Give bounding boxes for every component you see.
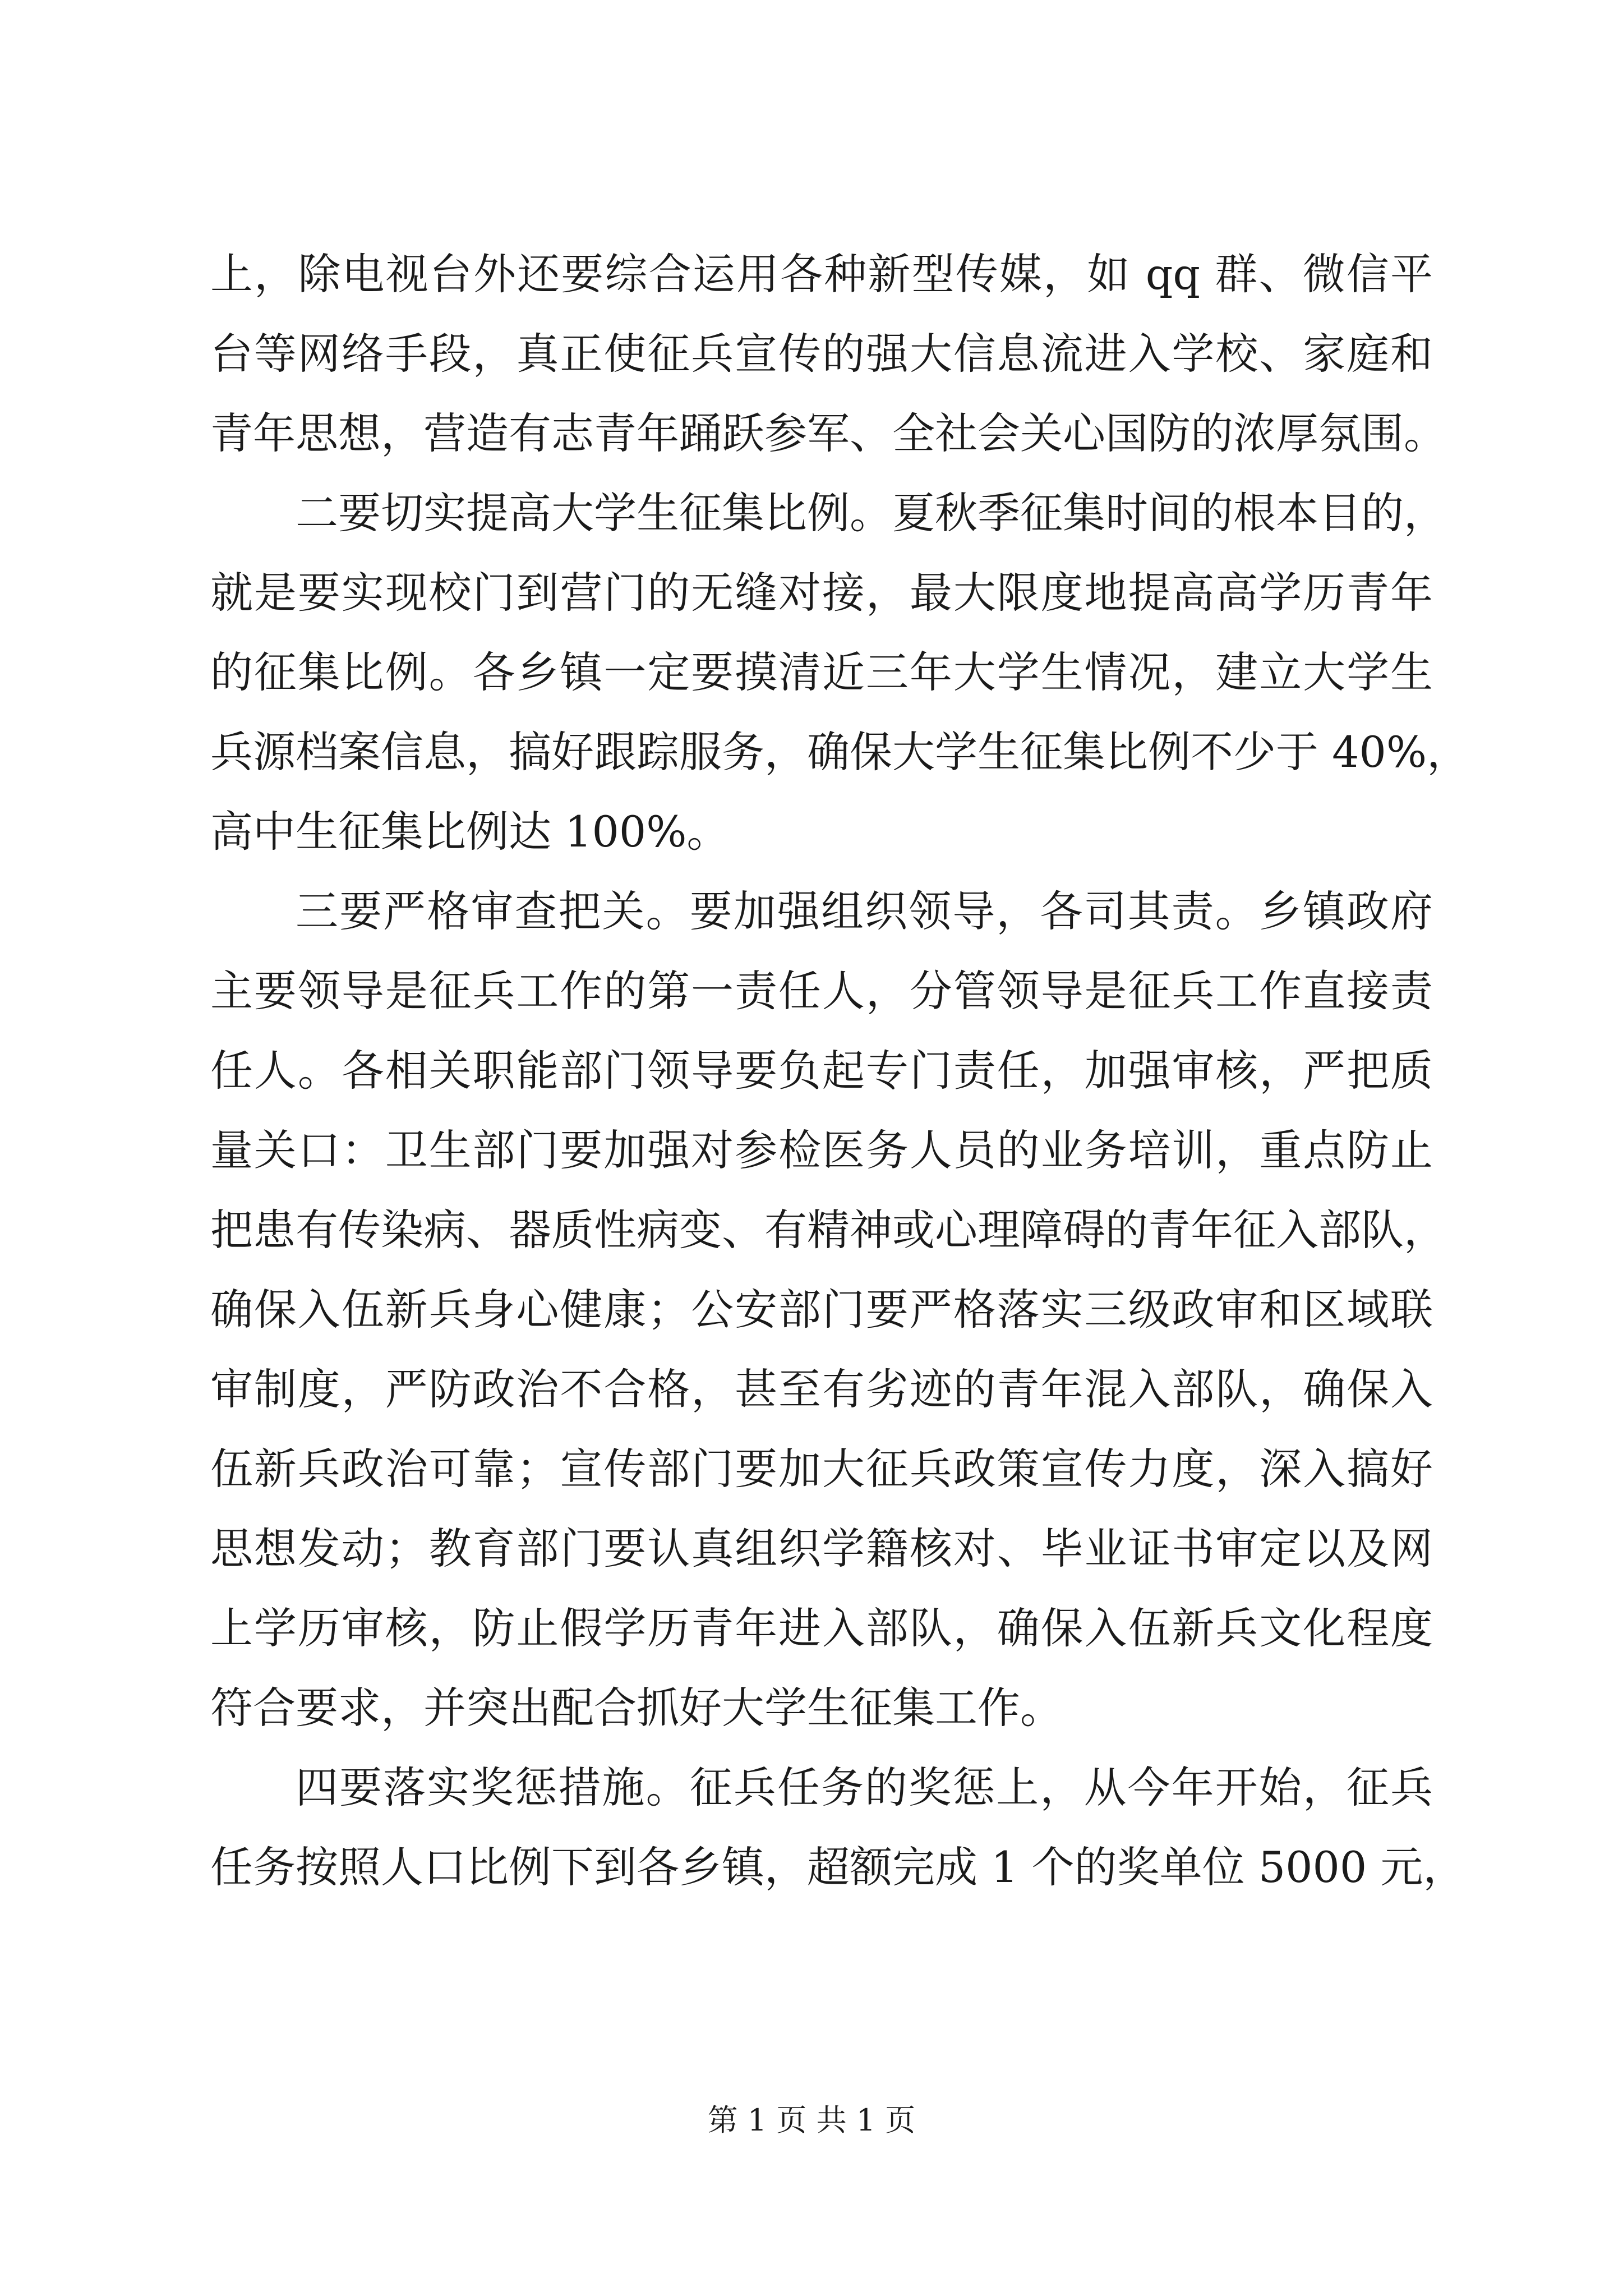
text-line: 四要落实奖惩措施。征兵任务的奖惩上，从今年开始，征兵 [296,1763,1433,1812]
text-line: 伍新兵政治可靠；宣传部门要加大征兵政策宣传力度，深入搞好 [210,1444,1433,1494]
text-line: 上学历审核，防止假学历青年进入部队，确保入伍新兵文化程度 [210,1603,1433,1653]
paragraph [210,473,1470,872]
text-line: 量关口：卫生部门要加强对参检医务人员的业务培训，重点防止 [210,1125,1433,1175]
text-line: 三要严格审查把关。要加强组织领导，各司其责。乡镇政府 [296,886,1433,936]
paragraph [210,234,1446,473]
text-line: 把患有传染病、器质性病变、有精神或心理障碍的青年征入部队， [210,1205,1446,1255]
text-line: 高中生征集比例达 100%。 [210,807,730,857]
text-line: 上，除电视台外还要综合运用各种新型传媒，如 qq 群、微信平 [210,249,1433,299]
text-line: 兵源档案信息，搞好跟踪服务，确保大学生征集比例不少于 40%， [210,727,1470,777]
text-line: 主要领导是征兵工作的第一责任人，分管领导是征兵工作直接责 [210,966,1433,1016]
text-line: 任务按照人口比例下到各乡镇，超额完成 1 个的奖单位 5000 元， [210,1842,1466,1892]
text-line: 任人。各相关职能部门领导要负起专门责任，加强审核，严把质 [210,1046,1433,1096]
text-line: 思想发动；教育部门要认真组织学籍核对、毕业证书审定以及网 [210,1524,1433,1573]
text-line: 就是要实现校门到营门的无缝对接，最大限度地提高高学历青年 [210,568,1433,618]
text-line: 青年思想，营造有志青年踊跃参军、全社会关心国防的浓厚氛围。 [210,408,1446,458]
text-line: 二要切实提高大学生征集比例。夏秋季征集时间的根本目的， [296,488,1446,538]
text-line: 确保入伍新兵身心健康；公安部门要严格落实三级政审和区域联 [210,1285,1433,1335]
document-body [210,234,1470,1907]
paragraph [210,1748,1466,1907]
text-line: 审制度，严防政治不合格，甚至有劣迹的青年混入部队，确保入 [210,1364,1433,1414]
text-line: 台等网络手段，真正使征兵宣传的强大信息流进入学校、家庭和 [210,329,1433,379]
paragraph [210,872,1446,1748]
text-line: 的征集比例。各乡镇一定要摸清近三年大学生情况，建立大学生 [210,647,1433,697]
page-footer [0,2101,1623,2140]
page-number-label: 第 1 页 共 1 页 [707,2102,916,2138]
text-line: 符合要求，并突出配合抓好大学生征集工作。 [210,1683,1063,1733]
